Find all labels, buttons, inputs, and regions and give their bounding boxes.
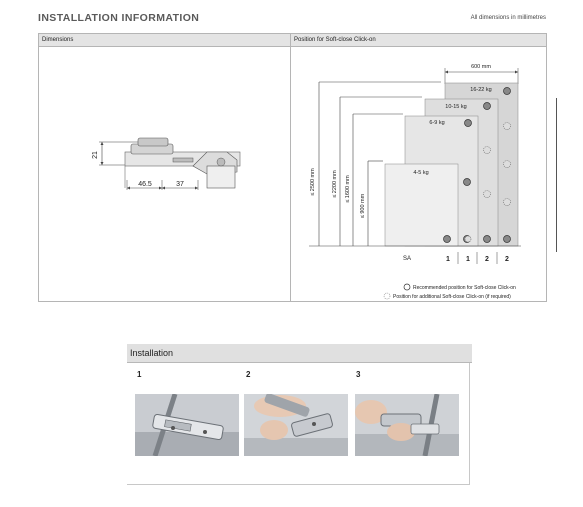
installation-header: Installation: [127, 344, 472, 363]
recommended-legend-icon: [404, 284, 410, 290]
weight-label-2: 10-15 kg: [445, 104, 467, 110]
edge-marker: [556, 98, 557, 252]
height-label-3: ≤ 1600 mm: [345, 175, 351, 203]
door-4-5kg: [385, 164, 458, 246]
sa-label: SA: [402, 256, 412, 262]
weight-label-1: 16-22 kg: [470, 87, 492, 93]
door-position-diagram: [291, 34, 546, 301]
legend-recommended: Recommended position for Soft-close Click-on: [413, 285, 516, 291]
dimensions-panel: [38, 33, 292, 302]
step-1-number: 1: [137, 370, 142, 379]
dimensions-panel-header: Dimensions: [39, 34, 291, 47]
position-panel: [290, 33, 547, 302]
width-label: 600 mm: [471, 64, 491, 70]
dim-right-label: 37: [176, 181, 184, 188]
weight-label-4: 4-5 kg: [413, 170, 429, 176]
hinge-dimension-drawing: [39, 34, 291, 301]
additional-legend-icon: [384, 293, 390, 299]
position-panel-header: Position for Soft-close Click-on: [291, 34, 546, 47]
installation-section: [127, 344, 470, 484]
step-3-photo: [355, 394, 459, 456]
installation-bottom-rule: [127, 484, 470, 485]
dim-height-label: 21: [92, 151, 99, 159]
step-3-number: 3: [356, 370, 361, 379]
height-label-1: ≤ 2500 mm: [310, 168, 316, 196]
height-label-2: ≤ 2200 mm: [332, 170, 338, 198]
sa-value-2: 1: [466, 256, 470, 263]
height-label-4: ≤ 900 mm: [360, 193, 366, 219]
weight-label-3: 6-9 kg: [429, 120, 445, 126]
legend-additional: Position for additional Soft-close Click-on (if required): [393, 294, 511, 300]
units-note: All dimensions in millimetres: [470, 15, 546, 21]
step-1-photo: [135, 394, 239, 456]
sa-value-4: 2: [505, 256, 509, 263]
dim-left-label: 46.5: [138, 181, 152, 188]
page-title: INSTALLATION INFORMATION: [38, 12, 200, 24]
step-2-number: 2: [246, 370, 251, 379]
sa-value-1: 1: [446, 256, 450, 263]
step-2-photo: [244, 394, 348, 456]
sa-value-3: 2: [485, 256, 489, 263]
